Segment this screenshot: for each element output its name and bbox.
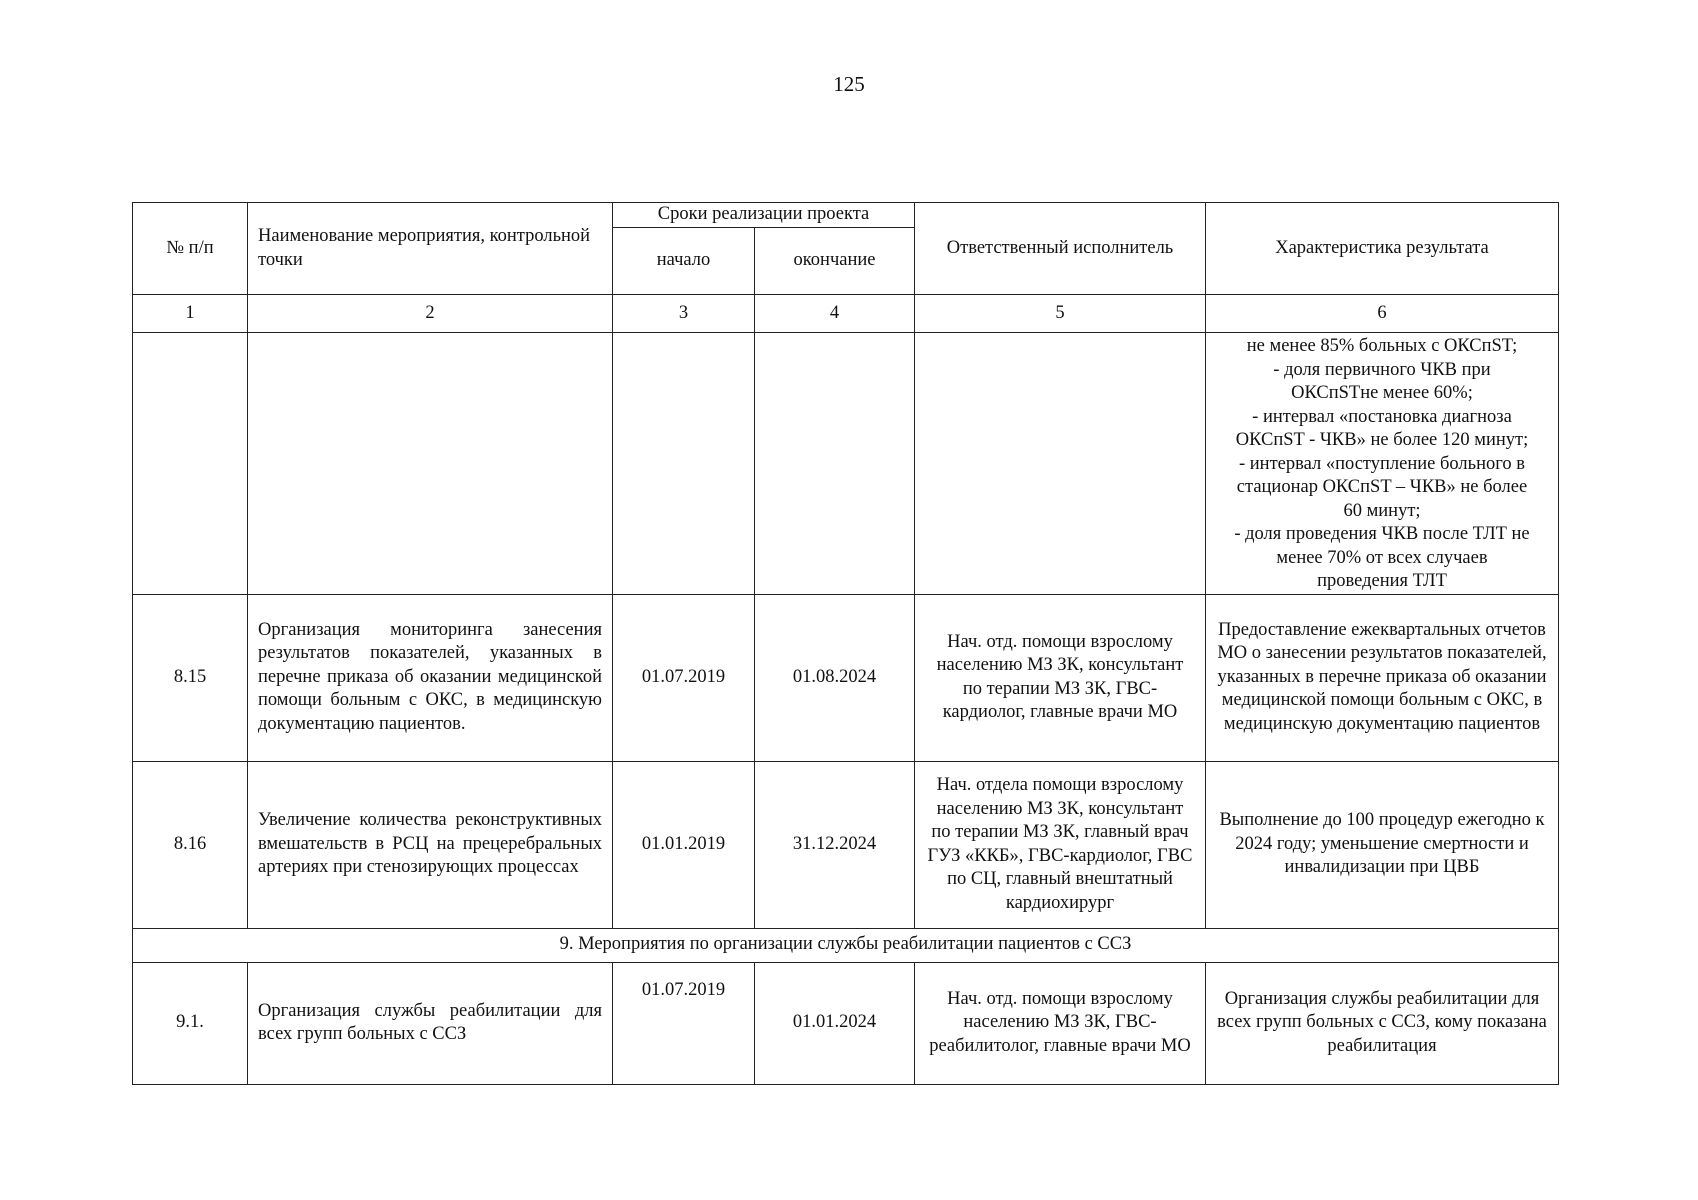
row-responsible: Нач. отд. помощи взрослому населению МЗ ЗК, консультант по терапии МЗ ЗК, ГВС-кардиолог, главные врачи МО	[915, 594, 1206, 761]
table-row	[133, 594, 1559, 761]
empty-cell	[915, 333, 1206, 595]
result-line: - интервал «постановка диагноза	[1252, 406, 1512, 427]
row-result: Выполнение до 100 процедур ежегодно к 2024 году; уменьшение смертности и инвалидизации при ЦВБ	[1206, 761, 1559, 928]
header-num: № п/п	[133, 203, 248, 295]
result-line: проведения ТЛТ	[1317, 571, 1447, 591]
row-end-date: 31.12.2024	[755, 761, 915, 928]
table-row	[133, 761, 1559, 928]
column-number: 6	[1206, 295, 1559, 333]
row-number: 8.16	[133, 761, 248, 928]
row-start-date: 01.07.2019	[613, 962, 755, 1084]
result-line: ОКСпSTне менее 60%;	[1291, 383, 1473, 403]
header-terms: Сроки реализации проекта	[613, 203, 915, 228]
result-line: 60 минут;	[1343, 500, 1421, 521]
row-responsible: Нач. отдела помощи взрослому населению МЗ ЗК, консультант по терапии МЗ ЗК, главный врач ГУЗ «ККБ», ГВС-кардиолог, ГВС по СЦ, главный внештатный кардиохирург	[915, 761, 1206, 928]
column-number: 5	[915, 295, 1206, 333]
empty-cell	[248, 333, 613, 595]
row-number: 8.15	[133, 594, 248, 761]
column-numbers-row	[133, 295, 1559, 333]
column-number: 2	[248, 295, 613, 333]
section-row	[133, 928, 1559, 962]
section-title: 9. Мероприятия по организации службы реабилитации пациентов с ССЗ	[133, 928, 1559, 962]
table-row	[133, 962, 1559, 1084]
empty-cell	[613, 333, 755, 595]
row-start-date: 01.01.2019	[613, 761, 755, 928]
column-number: 3	[613, 295, 755, 333]
row-start-date: 01.07.2019	[613, 594, 755, 761]
header-end: окончание	[755, 228, 915, 295]
result-line: менее 70% от всех случаев	[1276, 547, 1488, 568]
result-line: - доля проведения ЧКВ после ТЛТ не	[1234, 524, 1530, 544]
plan-table	[132, 202, 1559, 1085]
result-line: не менее 85% больных с ОКСпST;	[1246, 336, 1518, 356]
continuation-result	[1206, 333, 1559, 595]
result-line: стационар ОКСпST – ЧКВ» не более	[1236, 477, 1528, 497]
row-name: Увеличение количества реконструктивных вмешательств в РСЦ на прецеребральных артериях при стенозирующих процессах	[248, 761, 613, 928]
column-number: 4	[755, 295, 915, 333]
row-end-date: 01.08.2024	[755, 594, 915, 761]
result-line: ОКСпST - ЧКВ» не более 120 минут;	[1235, 430, 1529, 450]
row-result: Организация службы реабилитации для всех групп больных с ССЗ, кому показана реабилитация	[1206, 962, 1559, 1084]
row-end-date: 01.01.2024	[755, 962, 915, 1084]
row-result: Предоставление ежеквартальных отчетов МО о занесении результатов показателей, указанных в перечне приказа об оказании медицинской помощи больным с ОКС, в медицинскую документацию пациентов	[1206, 594, 1559, 761]
row-responsible: Нач. отд. помощи взрослому населению МЗ ЗК, ГВС-реабилитолог, главные врачи МО	[915, 962, 1206, 1084]
header-start: начало	[613, 228, 755, 295]
header-name: Наименование мероприятия, контрольной точки	[248, 203, 613, 295]
row-name: Организация службы реабилитации для всех групп больных с ССЗ	[248, 962, 613, 1084]
empty-cell	[755, 333, 915, 595]
row-number: 9.1.	[133, 962, 248, 1084]
result-line: - интервал «поступление больного в	[1239, 453, 1525, 474]
header-responsible: Ответственный исполнитель	[915, 203, 1206, 295]
continuation-row	[133, 333, 1559, 595]
row-name: Организация мониторинга занесения результатов показателей, указанных в перечне приказа об оказании медицинской помощи больным с ОКС, в медицинскую документацию пациентов.	[248, 594, 613, 761]
result-line: - доля первичного ЧКВ при	[1273, 359, 1491, 380]
empty-cell	[133, 333, 248, 595]
page-number: 125	[833, 72, 865, 96]
column-number: 1	[133, 295, 248, 333]
header-row	[133, 203, 1559, 228]
header-result: Характеристика результата	[1206, 203, 1559, 295]
